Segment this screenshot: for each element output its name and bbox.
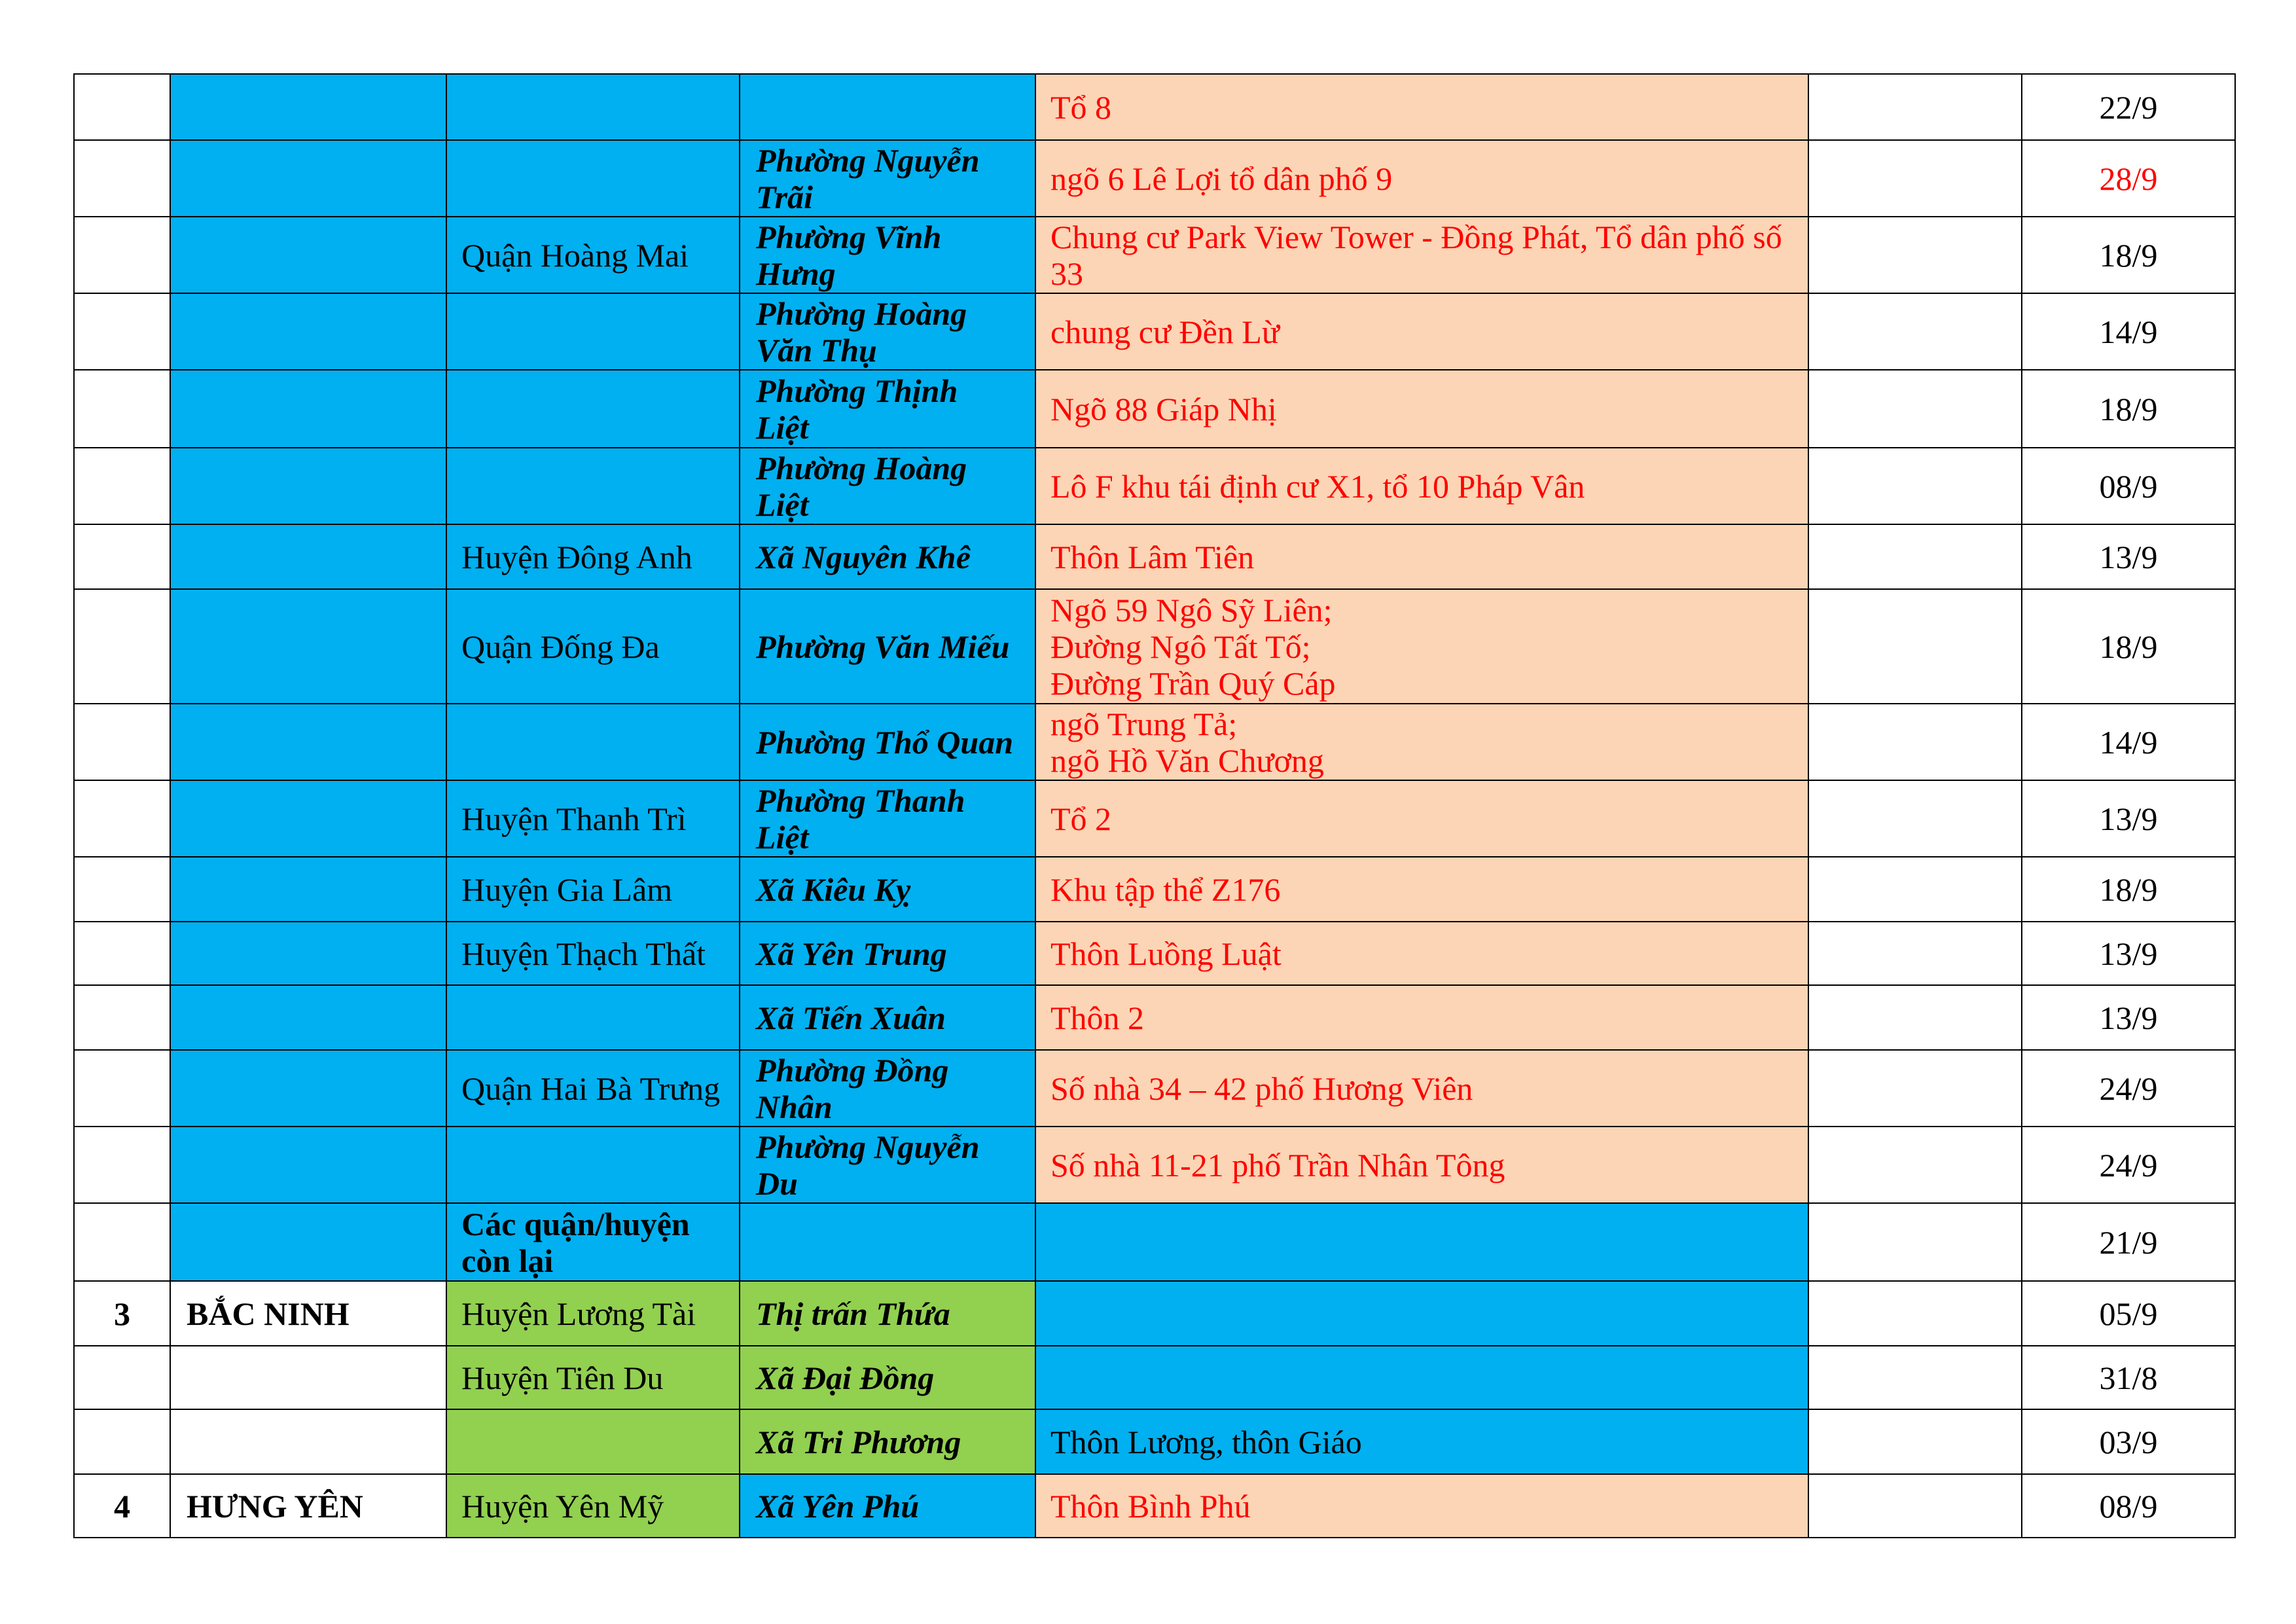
note-cell	[1808, 1409, 2022, 1474]
district-cell: Quận Hai Bà Trưng	[446, 1050, 740, 1127]
location-cell: Tổ 2	[1035, 780, 1808, 857]
province-cell	[170, 448, 446, 524]
note-cell	[1808, 217, 2022, 293]
row-number-cell	[74, 217, 170, 293]
row-number-cell	[74, 780, 170, 857]
row-number-cell	[74, 1346, 170, 1409]
row-number-cell	[74, 1127, 170, 1203]
note-cell	[1808, 448, 2022, 524]
location-cell: Thôn Bình Phú	[1035, 1474, 1808, 1538]
district-cell: Quận Đống Đa	[446, 589, 740, 704]
location-cell: Thôn Luồng Luật	[1035, 922, 1808, 985]
note-cell	[1808, 1474, 2022, 1538]
district-cell: Huyện Tiên Du	[446, 1346, 740, 1409]
ward-cell: Xã Tiến Xuân	[740, 985, 1035, 1050]
province-cell	[170, 74, 446, 140]
date-cell: 14/9	[2022, 704, 2235, 780]
location-cell: ngõ 6 Lê Lợi tổ dân phố 9	[1035, 140, 1808, 217]
row-number-cell	[74, 1409, 170, 1474]
district-cell: Huyện Gia Lâm	[446, 857, 740, 922]
ward-cell	[740, 1203, 1035, 1281]
province-cell	[170, 1346, 446, 1409]
ward-cell: Phường Nguyễn Trãi	[740, 140, 1035, 217]
district-cell: Huyện Lương Tài	[446, 1281, 740, 1346]
row-number-cell	[74, 448, 170, 524]
ward-cell: Xã Đại Đồng	[740, 1346, 1035, 1409]
row-number-cell: 4	[74, 1474, 170, 1538]
province-cell	[170, 704, 446, 780]
row-number-cell	[74, 293, 170, 370]
ward-cell	[740, 74, 1035, 140]
district-cell: Huyện Yên Mỹ	[446, 1474, 740, 1538]
district-cell	[446, 293, 740, 370]
table-row	[74, 140, 2235, 217]
district-cell	[446, 1127, 740, 1203]
province-cell: BẮC NINH	[170, 1281, 446, 1346]
province-cell	[170, 524, 446, 589]
location-cell: chung cư Đền Lừ	[1035, 293, 1808, 370]
province-cell	[170, 589, 446, 704]
province-cell	[170, 922, 446, 985]
row-number-cell	[74, 985, 170, 1050]
district-cell	[446, 74, 740, 140]
ward-cell: Phường Văn Miếu	[740, 589, 1035, 704]
district-cell: Các quận/huyện còn lại	[446, 1203, 740, 1281]
province-cell	[170, 857, 446, 922]
table-row	[74, 217, 2235, 293]
row-number-cell	[74, 140, 170, 217]
location-cell: Số nhà 34 – 42 phố Hương Viên	[1035, 1050, 1808, 1127]
ward-cell: Phường Vĩnh Hưng	[740, 217, 1035, 293]
row-number-cell	[74, 524, 170, 589]
ward-cell: Phường Thổ Quan	[740, 704, 1035, 780]
table-row	[74, 293, 2235, 370]
table-row	[74, 1346, 2235, 1409]
table-row	[74, 780, 2235, 857]
district-cell	[446, 1409, 740, 1474]
date-cell: 18/9	[2022, 857, 2235, 922]
row-number-cell	[74, 857, 170, 922]
date-cell: 24/9	[2022, 1127, 2235, 1203]
note-cell	[1808, 704, 2022, 780]
table-row	[74, 589, 2235, 704]
ward-cell: Phường Thịnh Liệt	[740, 370, 1035, 448]
location-cell: Chung cư Park View Tower - Đồng Phát, Tổ dân phố số 33	[1035, 217, 1808, 293]
ward-cell: Xã Kiêu Kỵ	[740, 857, 1035, 922]
note-cell	[1808, 1203, 2022, 1281]
note-cell	[1808, 1050, 2022, 1127]
table-row	[74, 448, 2235, 524]
date-cell: 21/9	[2022, 1203, 2235, 1281]
table-row	[74, 1474, 2235, 1538]
ward-cell: Phường Hoàng Văn Thụ	[740, 293, 1035, 370]
note-cell	[1808, 780, 2022, 857]
note-cell	[1808, 589, 2022, 704]
province-cell	[170, 1409, 446, 1474]
table-body	[74, 74, 2235, 1538]
date-cell: 13/9	[2022, 985, 2235, 1050]
note-cell	[1808, 524, 2022, 589]
note-cell	[1808, 857, 2022, 922]
province-cell	[170, 1203, 446, 1281]
date-cell: 08/9	[2022, 1474, 2235, 1538]
date-cell: 14/9	[2022, 293, 2235, 370]
location-cell: Thôn Lâm Tiên	[1035, 524, 1808, 589]
province-cell	[170, 140, 446, 217]
table-row	[74, 857, 2235, 922]
location-cell: Khu tập thể Z176	[1035, 857, 1808, 922]
row-number-cell	[74, 1203, 170, 1281]
row-number-cell	[74, 74, 170, 140]
note-cell	[1808, 922, 2022, 985]
ward-cell: Xã Nguyên Khê	[740, 524, 1035, 589]
table-row	[74, 1409, 2235, 1474]
province-cell	[170, 1050, 446, 1127]
note-cell	[1808, 1127, 2022, 1203]
note-cell	[1808, 74, 2022, 140]
row-number-cell	[74, 370, 170, 448]
table-row	[74, 74, 2235, 140]
row-number-cell	[74, 1050, 170, 1127]
date-cell: 05/9	[2022, 1281, 2235, 1346]
province-cell	[170, 780, 446, 857]
table-row	[74, 524, 2235, 589]
date-cell: 08/9	[2022, 448, 2235, 524]
ward-cell: Phường Đồng Nhân	[740, 1050, 1035, 1127]
province-cell: HƯNG YÊN	[170, 1474, 446, 1538]
location-cell: Thôn 2	[1035, 985, 1808, 1050]
ward-cell: Phường Hoàng Liệt	[740, 448, 1035, 524]
table-row	[74, 985, 2235, 1050]
ward-cell: Phường Nguyễn Du	[740, 1127, 1035, 1203]
date-cell: 18/9	[2022, 217, 2235, 293]
location-cell: Tổ 8	[1035, 74, 1808, 140]
note-cell	[1808, 1346, 2022, 1409]
row-number-cell	[74, 922, 170, 985]
note-cell	[1808, 140, 2022, 217]
date-cell: 22/9	[2022, 74, 2235, 140]
table-row	[74, 1127, 2235, 1203]
row-number-cell	[74, 704, 170, 780]
date-cell: 18/9	[2022, 370, 2235, 448]
ward-cell: Xã Tri Phương	[740, 1409, 1035, 1474]
note-cell	[1808, 293, 2022, 370]
district-cell: Huyện Thạch Thất	[446, 922, 740, 985]
date-cell: 03/9	[2022, 1409, 2235, 1474]
province-cell	[170, 293, 446, 370]
ward-cell: Thị trấn Thứa	[740, 1281, 1035, 1346]
location-cell	[1035, 1203, 1808, 1281]
date-cell: 13/9	[2022, 922, 2235, 985]
ward-cell: Xã Yên Trung	[740, 922, 1035, 985]
location-cell	[1035, 1346, 1808, 1409]
location-cell: Số nhà 11-21 phố Trần Nhân Tông	[1035, 1127, 1808, 1203]
location-cell: Lô F khu tái định cư X1, tổ 10 Pháp Vân	[1035, 448, 1808, 524]
location-cell: Ngõ 59 Ngô Sỹ Liên; Đường Ngô Tất Tố; Đường Trần Quý Cáp	[1035, 589, 1808, 704]
location-cell: ngõ Trung Tả; ngõ Hồ Văn Chương	[1035, 704, 1808, 780]
location-cell: Ngõ 88 Giáp Nhị	[1035, 370, 1808, 448]
date-cell: 13/9	[2022, 524, 2235, 589]
date-cell: 28/9	[2022, 140, 2235, 217]
district-cell: Huyện Thanh Trì	[446, 780, 740, 857]
table-row	[74, 370, 2235, 448]
note-cell	[1808, 985, 2022, 1050]
row-number-cell	[74, 589, 170, 704]
ward-cell: Phường Thanh Liệt	[740, 780, 1035, 857]
district-cell	[446, 140, 740, 217]
table-row	[74, 1050, 2235, 1127]
date-cell: 31/8	[2022, 1346, 2235, 1409]
district-cell	[446, 985, 740, 1050]
note-cell	[1808, 370, 2022, 448]
note-cell	[1808, 1281, 2022, 1346]
table-row	[74, 1203, 2235, 1281]
table-row	[74, 704, 2235, 780]
date-cell: 18/9	[2022, 589, 2235, 704]
date-cell: 13/9	[2022, 780, 2235, 857]
outbreak-locations-table	[73, 73, 2236, 1538]
province-cell	[170, 1127, 446, 1203]
location-cell: Thôn Lương, thôn Giáo	[1035, 1409, 1808, 1474]
table-row	[74, 1281, 2235, 1346]
row-number-cell: 3	[74, 1281, 170, 1346]
date-cell: 24/9	[2022, 1050, 2235, 1127]
location-cell	[1035, 1281, 1808, 1346]
table-row	[74, 922, 2235, 985]
district-cell	[446, 448, 740, 524]
province-cell	[170, 217, 446, 293]
province-cell	[170, 370, 446, 448]
district-cell	[446, 704, 740, 780]
district-cell: Quận Hoàng Mai	[446, 217, 740, 293]
province-cell	[170, 985, 446, 1050]
ward-cell: Xã Yên Phú	[740, 1474, 1035, 1538]
district-cell	[446, 370, 740, 448]
district-cell: Huyện Đông Anh	[446, 524, 740, 589]
